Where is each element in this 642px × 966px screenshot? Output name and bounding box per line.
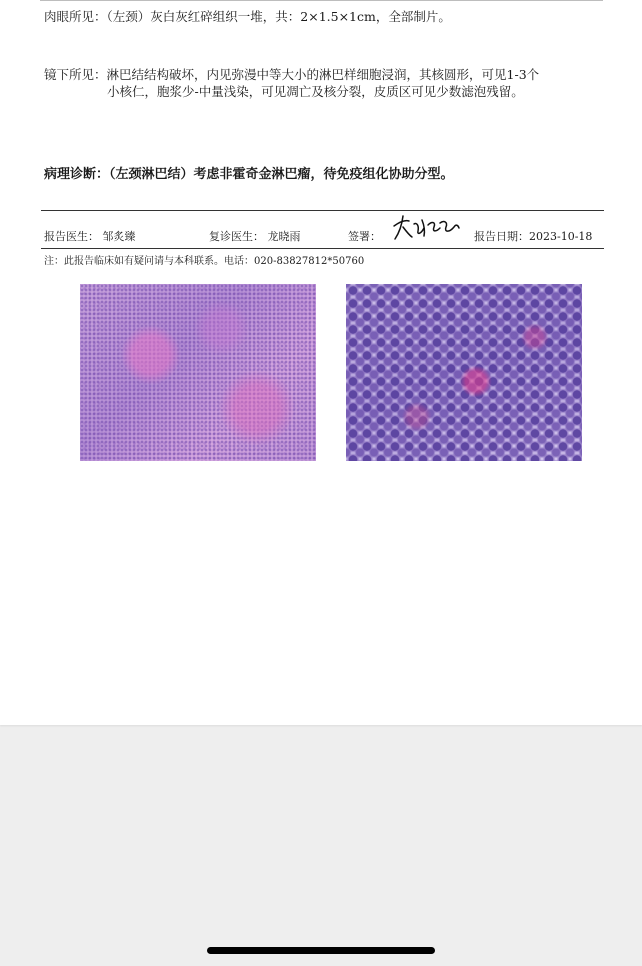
gross-label: 肉眼所见： bbox=[44, 9, 107, 24]
diagnosis-text: （左颈淋巴结）考虑非霍奇金淋巴瘤，待免疫组化协助分型。 bbox=[109, 167, 454, 182]
histology-low-power-image bbox=[80, 284, 316, 461]
report-doctor: 报告医生： 邹炙臻 bbox=[44, 230, 136, 243]
contact-note: 注：此报告临床如有疑问请与本科联系。电话：020-83827812*50760 bbox=[44, 256, 365, 267]
microscopic-findings bbox=[44, 66, 539, 83]
handwritten-signature bbox=[391, 212, 461, 242]
micro-text-line1: 淋巴结结构破坏，内见弥漫中等大小的淋巴样细胞浸润，其核圆形，可见1-3个 bbox=[106, 67, 540, 82]
gross-text: （左颈）灰白灰红碎组织一堆，共：2×1.5×1cm，全部制片。 bbox=[106, 9, 451, 24]
sign-label: 签署： bbox=[348, 230, 381, 243]
home-indicator[interactable] bbox=[207, 947, 435, 954]
diagnosis-label: 病理诊断： bbox=[44, 167, 110, 182]
pathology-diagnosis bbox=[44, 166, 454, 184]
gross-findings bbox=[44, 8, 451, 25]
micro-text-line2: 小核仁，胞浆少-中量浅染，可见凋亡及核分裂，皮质区可见少数滤泡残留。 bbox=[107, 84, 524, 99]
review-doctor: 复诊医生： 龙晓雨 bbox=[209, 230, 301, 243]
report-date: 报告日期：2023-10-18 bbox=[474, 230, 593, 243]
divider-top bbox=[41, 210, 604, 211]
top-rule bbox=[40, 0, 603, 1]
divider-bottom bbox=[41, 248, 604, 249]
micro-label: 镜下所见： bbox=[44, 67, 107, 82]
histology-high-power-image bbox=[346, 284, 582, 461]
